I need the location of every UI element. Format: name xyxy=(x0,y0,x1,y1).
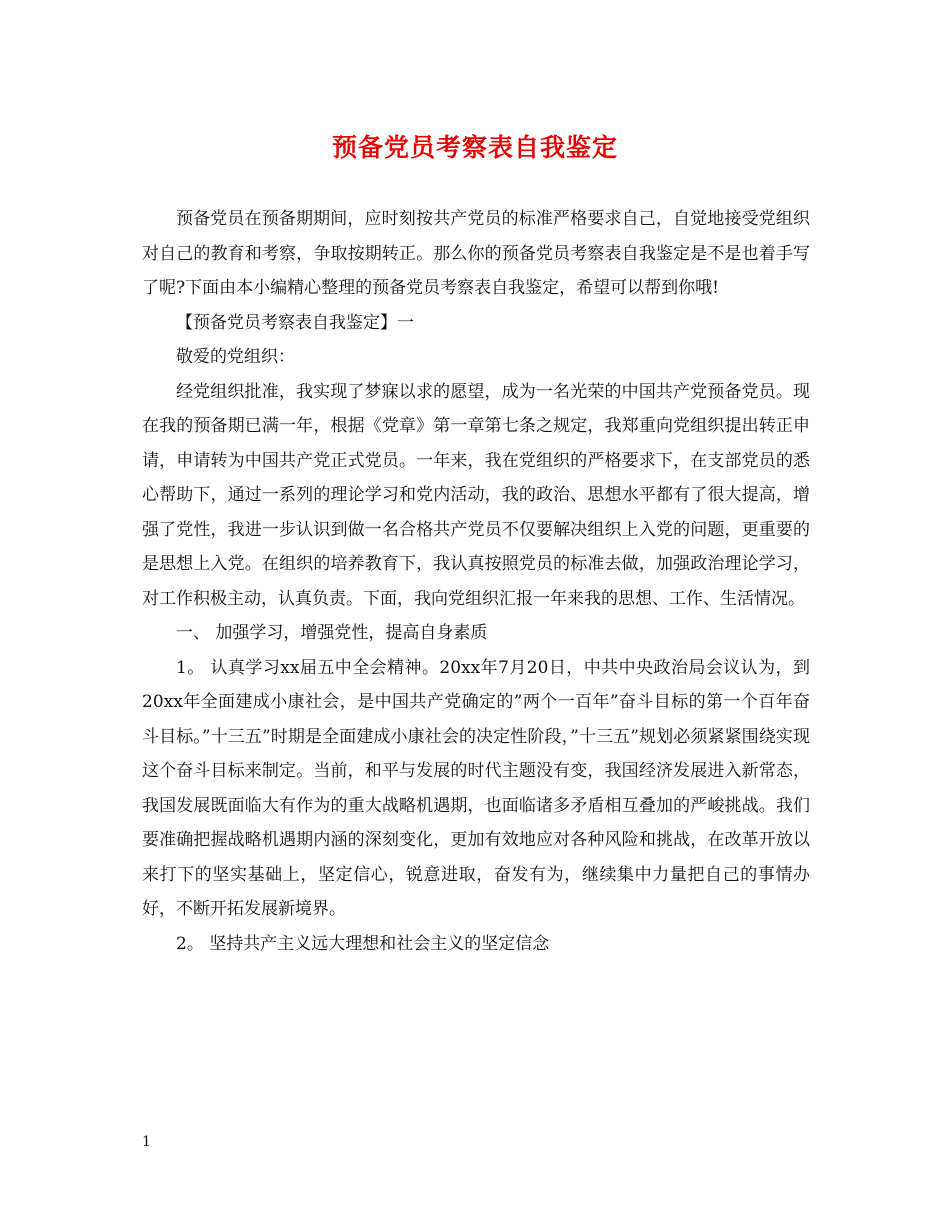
document-title: 预备党员考察表自我鉴定 xyxy=(331,133,618,162)
list-item: 1。 认真学习xx届五中全会精神。20xx年7月20日，中共中央政治局会议认为，到20xx年全面建成小康社会，是中国共产党确定的”两个一百年”奋斗目标的第一个百年奋斗目标。”十三五”时期是全面建成小康社会的决定性阶段，”十三五”规划必须紧紧围绕实现这个奋斗目标来制定。当前，和平与发展的时代主题没有变，我国经济发展进入新常态，我国发展既面临大有作为的重大战略机遇期，也面临诸多矛盾相互叠加的严峻挑战。我们要准确把握战略机遇期内涵的深刻变化，更加有效地应对各种风险和挑战，在改革开放以来打下的坚实基础上，坚定信心，锐意进取，奋发有为，继续集中力量把自己的事情办好，不断开拓发展新境界。 xyxy=(142,657,810,919)
subsection-heading: 一、 加强学习，增强党性，提高自身素质 xyxy=(176,623,488,643)
list-item: 2。 坚持共产主义远大理想和社会主义的坚定信念 xyxy=(176,933,550,954)
section-heading: 【预备党员考察表自我鉴定】一 xyxy=(176,312,414,333)
page-number: 1 xyxy=(142,1134,151,1150)
body-paragraph: 经党组织批准，我实现了梦寐以求的愿望，成为一名光荣的中国共产党预备党员。现在我的预备期已满一年，根据《党章》第一章第七条之规定，我郑重向党组织提出转正申请，申请转为中国共产党正式党员。一年来，我在党组织的严格要求下，在支部党员的悉心帮助下，通过一系列的理论学习和党内活动，我的政治、思想水平都有了很大提高，增强了党性，我进一步认识到做一名合格共产党员不仅要解决组织上入党的问题，更重要的是思想上入党。在组织的培养教育下，我认真按照党员的标准去做，加强政治理论学习，对工作积极主动，认真负责。下面，我向党组织汇报一年来我的思想、工作、生活情况。 xyxy=(142,381,810,609)
document-body xyxy=(142,202,810,961)
intro-paragraph: 预备党员在预备期期间，应时刻按共产党员的标准严格要求自己，自觉地接受党组织对自己的教育和考察，争取按期转正。那么你的预备党员考察表自我鉴定是不是也着手写了呢?下面由本小编精心整理的预备党员考察表自我鉴定，希望可以帮到你哦! xyxy=(142,209,810,298)
salutation: 敬爱的党组织： xyxy=(176,347,295,367)
